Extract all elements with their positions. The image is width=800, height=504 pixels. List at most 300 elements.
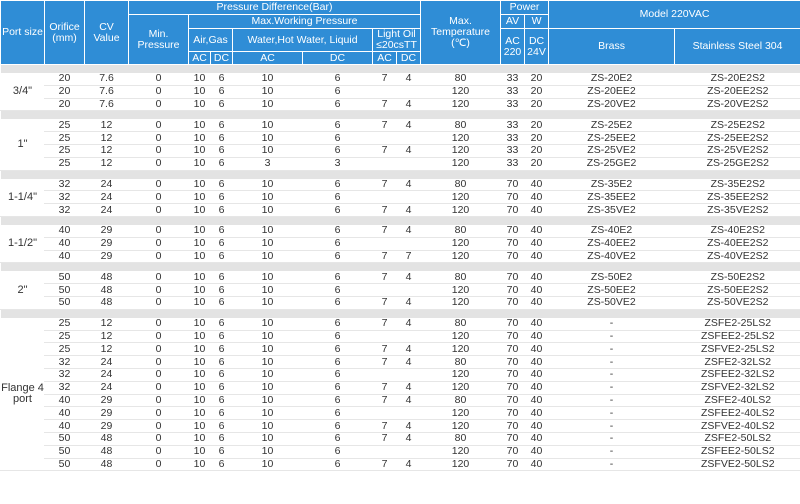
cv-value-cell: 29 — [85, 237, 129, 250]
orifice-cell: 25 — [45, 330, 85, 343]
max-temperature-cell: 120 — [421, 296, 501, 309]
orifice-cell: 40 — [45, 250, 85, 263]
water-dc-cell: 6 — [303, 73, 373, 85]
water-dc-cell: 6 — [303, 368, 373, 381]
power-av-cell: 70 — [501, 356, 525, 369]
orifice-cell: 32 — [45, 356, 85, 369]
cv-value-cell: 24 — [85, 179, 129, 191]
water-dc-cell: 6 — [303, 445, 373, 458]
power-w-cell: 40 — [525, 432, 549, 445]
water-dc-cell: 3 — [303, 157, 373, 170]
model-stainless-steel-cell: ZS-40E2S2 — [675, 225, 800, 237]
water-ac-cell: 10 — [233, 381, 303, 394]
max-temperature-cell: 80 — [421, 432, 501, 445]
model-stainless-steel-cell: ZSFE2-50LS2 — [675, 432, 800, 445]
air-gas-dc-cell: 6 — [211, 343, 233, 356]
light-oil-ac-cell: 7 — [373, 381, 397, 394]
cv-value-cell: 7.6 — [85, 73, 129, 85]
model-stainless-steel-cell: ZS-50VE2S2 — [675, 296, 800, 309]
air-gas-ac-cell: 10 — [189, 284, 211, 297]
light-oil-dc-cell — [397, 445, 421, 458]
water-ac-cell: 10 — [233, 237, 303, 250]
cv-value-cell: 48 — [85, 445, 129, 458]
max-temperature-cell: 120 — [421, 132, 501, 145]
cv-value-cell: 12 — [85, 132, 129, 145]
air-gas-dc-cell: 6 — [211, 250, 233, 263]
min-pressure-cell: 0 — [129, 330, 189, 343]
water-dc-cell: 6 — [303, 179, 373, 191]
cv-value-cell: 24 — [85, 381, 129, 394]
max-temperature-cell: 120 — [421, 237, 501, 250]
table-row — [1, 381, 800, 394]
power-av-cell: 70 — [501, 368, 525, 381]
power-w-cell: 40 — [525, 284, 549, 297]
water-dc-cell: 6 — [303, 250, 373, 263]
header-orifice: Orifice (mm) — [45, 1, 85, 65]
group-spacer — [1, 170, 800, 179]
air-gas-ac-cell: 10 — [189, 132, 211, 145]
table-row — [1, 368, 800, 381]
orifice-cell: 40 — [45, 420, 85, 433]
orifice-cell: 25 — [45, 119, 85, 131]
group-spacer — [1, 111, 800, 120]
orifice-cell: 32 — [45, 204, 85, 217]
table-row — [1, 284, 800, 297]
air-gas-dc-cell: 6 — [211, 381, 233, 394]
power-w-cell: 40 — [525, 420, 549, 433]
orifice-cell: 20 — [45, 85, 85, 98]
power-w-cell: 40 — [525, 343, 549, 356]
min-pressure-cell: 0 — [129, 73, 189, 85]
table-row — [1, 73, 800, 85]
model-brass-cell: ZS-20E2 — [549, 73, 675, 85]
light-oil-dc-cell: 4 — [397, 204, 421, 217]
light-oil-ac-cell — [373, 330, 397, 343]
group-spacer-cell — [1, 111, 800, 120]
water-dc-cell: 6 — [303, 381, 373, 394]
model-stainless-steel-cell: ZS-35EE2S2 — [675, 191, 800, 204]
header-cv-value: CV Value — [85, 1, 129, 65]
water-dc-cell: 6 — [303, 98, 373, 111]
model-stainless-steel-cell: ZS-40VE2S2 — [675, 250, 800, 263]
header-pressure-difference: Pressure Difference(Bar) — [129, 1, 421, 15]
water-ac-cell: 10 — [233, 132, 303, 145]
air-gas-ac-cell: 10 — [189, 250, 211, 263]
min-pressure-cell: 0 — [129, 119, 189, 131]
power-w-cell: 40 — [525, 458, 549, 471]
header-ac220: AC 220 — [501, 29, 525, 65]
water-ac-cell: 10 — [233, 318, 303, 330]
group-spacer — [1, 216, 800, 225]
model-brass-cell: - — [549, 432, 675, 445]
header-model: Model 220VAC — [549, 1, 800, 29]
light-oil-ac-cell — [373, 407, 397, 420]
group-spacer — [1, 263, 800, 272]
orifice-cell: 50 — [45, 458, 85, 471]
power-av-cell: 70 — [501, 381, 525, 394]
table-row — [1, 119, 800, 131]
table-row — [1, 85, 800, 98]
light-oil-dc-cell: 4 — [397, 343, 421, 356]
light-oil-dc-cell: 4 — [397, 179, 421, 191]
model-stainless-steel-cell: ZSFVE2-40LS2 — [675, 420, 800, 433]
air-gas-dc-cell: 6 — [211, 445, 233, 458]
cv-value-cell: 48 — [85, 458, 129, 471]
model-brass-cell: ZS-25VE2 — [549, 144, 675, 157]
model-brass-cell: ZS-35E2 — [549, 179, 675, 191]
water-ac-cell: 10 — [233, 225, 303, 237]
light-oil-dc-cell — [397, 85, 421, 98]
table-row — [1, 132, 800, 145]
model-brass-cell: ZS-35VE2 — [549, 204, 675, 217]
air-gas-dc-cell: 6 — [211, 132, 233, 145]
table-row — [1, 458, 800, 471]
min-pressure-cell: 0 — [129, 250, 189, 263]
port-size-cell: 2" — [1, 271, 45, 309]
orifice-cell: 25 — [45, 132, 85, 145]
light-oil-ac-cell — [373, 157, 397, 170]
group-spacer-cell — [1, 216, 800, 225]
water-dc-cell: 6 — [303, 204, 373, 217]
orifice-cell: 32 — [45, 179, 85, 191]
header-power: Power — [501, 1, 549, 15]
max-temperature-cell: 120 — [421, 284, 501, 297]
air-gas-ac-cell: 10 — [189, 119, 211, 131]
water-ac-cell: 10 — [233, 343, 303, 356]
table-row — [1, 445, 800, 458]
table-row — [1, 420, 800, 433]
port-size-cell: 1-1/2" — [1, 225, 45, 263]
water-ac-cell: 10 — [233, 356, 303, 369]
air-gas-ac-cell: 10 — [189, 144, 211, 157]
water-ac-cell: 10 — [233, 420, 303, 433]
table-row — [1, 157, 800, 170]
light-oil-dc-cell — [397, 284, 421, 297]
light-oil-dc-cell: 4 — [397, 420, 421, 433]
cv-value-cell: 48 — [85, 271, 129, 283]
air-gas-ac-cell: 10 — [189, 237, 211, 250]
max-temperature-cell: 80 — [421, 356, 501, 369]
header-dc: DC — [211, 52, 233, 65]
light-oil-dc-cell — [397, 157, 421, 170]
water-dc-cell: 6 — [303, 394, 373, 407]
model-stainless-steel-cell: ZS-50EE2S2 — [675, 284, 800, 297]
orifice-cell: 20 — [45, 73, 85, 85]
min-pressure-cell: 0 — [129, 458, 189, 471]
light-oil-dc-cell: 4 — [397, 119, 421, 131]
light-oil-dc-cell — [397, 407, 421, 420]
model-brass-cell: ZS-40VE2 — [549, 250, 675, 263]
light-oil-dc-cell: 7 — [397, 250, 421, 263]
min-pressure-cell: 0 — [129, 394, 189, 407]
light-oil-ac-cell: 7 — [373, 432, 397, 445]
power-w-cell: 40 — [525, 179, 549, 191]
min-pressure-cell: 0 — [129, 284, 189, 297]
power-av-cell: 33 — [501, 98, 525, 111]
light-oil-dc-cell: 4 — [397, 225, 421, 237]
power-av-cell: 33 — [501, 157, 525, 170]
min-pressure-cell: 0 — [129, 225, 189, 237]
light-oil-dc-cell — [397, 330, 421, 343]
min-pressure-cell: 0 — [129, 356, 189, 369]
model-brass-cell: - — [549, 458, 675, 471]
orifice-cell: 40 — [45, 407, 85, 420]
water-ac-cell: 10 — [233, 98, 303, 111]
model-brass-cell: - — [549, 407, 675, 420]
orifice-cell: 50 — [45, 432, 85, 445]
group-spacer — [1, 309, 800, 318]
air-gas-dc-cell: 6 — [211, 271, 233, 283]
air-gas-dc-cell: 6 — [211, 73, 233, 85]
cv-value-cell: 29 — [85, 407, 129, 420]
air-gas-dc-cell: 6 — [211, 98, 233, 111]
model-stainless-steel-cell: ZS-25VE2S2 — [675, 144, 800, 157]
model-stainless-steel-cell: ZS-35VE2S2 — [675, 204, 800, 217]
orifice-cell: 25 — [45, 318, 85, 330]
cv-value-cell: 48 — [85, 296, 129, 309]
header-light-oil: Light Oil ≤20csTT — [373, 29, 421, 52]
air-gas-ac-cell: 10 — [189, 343, 211, 356]
table-body — [1, 65, 800, 471]
light-oil-ac-cell: 7 — [373, 144, 397, 157]
cv-value-cell: 29 — [85, 250, 129, 263]
group-spacer-cell — [1, 65, 800, 74]
min-pressure-cell: 0 — [129, 85, 189, 98]
min-pressure-cell: 0 — [129, 343, 189, 356]
air-gas-dc-cell: 6 — [211, 157, 233, 170]
min-pressure-cell: 0 — [129, 381, 189, 394]
air-gas-dc-cell: 6 — [211, 204, 233, 217]
cv-value-cell: 24 — [85, 191, 129, 204]
light-oil-dc-cell — [397, 368, 421, 381]
model-brass-cell: - — [549, 420, 675, 433]
power-w-cell: 20 — [525, 73, 549, 85]
water-dc-cell: 6 — [303, 356, 373, 369]
model-stainless-steel-cell: ZS-20E2S2 — [675, 73, 800, 85]
min-pressure-cell: 0 — [129, 179, 189, 191]
power-w-cell: 40 — [525, 250, 549, 263]
power-av-cell: 70 — [501, 330, 525, 343]
cv-value-cell: 12 — [85, 343, 129, 356]
orifice-cell: 32 — [45, 191, 85, 204]
air-gas-ac-cell: 10 — [189, 432, 211, 445]
cv-value-cell: 48 — [85, 432, 129, 445]
power-w-cell: 20 — [525, 85, 549, 98]
air-gas-ac-cell: 10 — [189, 191, 211, 204]
cv-value-cell: 24 — [85, 204, 129, 217]
max-temperature-cell: 120 — [421, 368, 501, 381]
air-gas-dc-cell: 6 — [211, 330, 233, 343]
water-dc-cell: 6 — [303, 271, 373, 283]
orifice-cell: 32 — [45, 381, 85, 394]
air-gas-ac-cell: 10 — [189, 420, 211, 433]
model-brass-cell: ZS-35EE2 — [549, 191, 675, 204]
model-brass-cell: - — [549, 356, 675, 369]
power-av-cell: 33 — [501, 85, 525, 98]
model-brass-cell: ZS-40EE2 — [549, 237, 675, 250]
power-w-cell: 40 — [525, 204, 549, 217]
cv-value-cell: 7.6 — [85, 98, 129, 111]
model-brass-cell: ZS-50E2 — [549, 271, 675, 283]
min-pressure-cell: 0 — [129, 157, 189, 170]
port-size-cell: 1" — [1, 119, 45, 170]
model-stainless-steel-cell: ZSFE2-25LS2 — [675, 318, 800, 330]
power-w-cell: 40 — [525, 407, 549, 420]
model-brass-cell: - — [549, 381, 675, 394]
light-oil-ac-cell: 7 — [373, 394, 397, 407]
water-ac-cell: 10 — [233, 179, 303, 191]
orifice-cell: 25 — [45, 144, 85, 157]
table-row — [1, 144, 800, 157]
table-row — [1, 330, 800, 343]
air-gas-ac-cell: 10 — [189, 318, 211, 330]
min-pressure-cell: 0 — [129, 445, 189, 458]
orifice-cell: 50 — [45, 271, 85, 283]
model-stainless-steel-cell: ZSFEE2-32LS2 — [675, 368, 800, 381]
water-ac-cell: 10 — [233, 284, 303, 297]
orifice-cell: 32 — [45, 368, 85, 381]
light-oil-dc-cell: 4 — [397, 381, 421, 394]
max-temperature-cell: 80 — [421, 73, 501, 85]
max-temperature-cell: 120 — [421, 144, 501, 157]
power-w-cell: 20 — [525, 98, 549, 111]
water-ac-cell: 10 — [233, 191, 303, 204]
table-row — [1, 394, 800, 407]
power-w-cell: 40 — [525, 296, 549, 309]
water-ac-cell: 10 — [233, 330, 303, 343]
water-dc-cell: 6 — [303, 318, 373, 330]
cv-value-cell: 12 — [85, 157, 129, 170]
air-gas-ac-cell: 10 — [189, 85, 211, 98]
light-oil-dc-cell — [397, 237, 421, 250]
power-av-cell: 70 — [501, 445, 525, 458]
power-av-cell: 70 — [501, 191, 525, 204]
model-brass-cell: ZS-25EE2 — [549, 132, 675, 145]
light-oil-ac-cell: 7 — [373, 98, 397, 111]
power-w-cell: 40 — [525, 237, 549, 250]
max-temperature-cell: 120 — [421, 407, 501, 420]
table-row — [1, 343, 800, 356]
air-gas-ac-cell: 10 — [189, 179, 211, 191]
table-header — [1, 1, 800, 65]
light-oil-ac-cell — [373, 191, 397, 204]
table-row — [1, 356, 800, 369]
model-brass-cell: - — [549, 330, 675, 343]
min-pressure-cell: 0 — [129, 204, 189, 217]
max-temperature-cell: 120 — [421, 98, 501, 111]
model-brass-cell: ZS-20EE2 — [549, 85, 675, 98]
light-oil-ac-cell: 7 — [373, 119, 397, 131]
model-brass-cell: ZS-50VE2 — [549, 296, 675, 309]
air-gas-ac-cell: 10 — [189, 394, 211, 407]
water-dc-cell: 6 — [303, 237, 373, 250]
light-oil-ac-cell: 7 — [373, 420, 397, 433]
air-gas-dc-cell: 6 — [211, 191, 233, 204]
air-gas-dc-cell: 6 — [211, 296, 233, 309]
cv-value-cell: 12 — [85, 144, 129, 157]
cv-value-cell: 24 — [85, 356, 129, 369]
air-gas-ac-cell: 10 — [189, 445, 211, 458]
water-ac-cell: 10 — [233, 271, 303, 283]
air-gas-ac-cell: 10 — [189, 271, 211, 283]
model-stainless-steel-cell: ZSFE2-32LS2 — [675, 356, 800, 369]
cv-value-cell: 12 — [85, 119, 129, 131]
model-brass-cell: - — [549, 368, 675, 381]
model-stainless-steel-cell: ZSFVE2-25LS2 — [675, 343, 800, 356]
header-max-working-pressure: Max.Working Pressure — [189, 15, 421, 29]
light-oil-ac-cell — [373, 132, 397, 145]
light-oil-ac-cell: 7 — [373, 204, 397, 217]
model-brass-cell: - — [549, 318, 675, 330]
cv-value-cell: 7.6 — [85, 85, 129, 98]
air-gas-ac-cell: 10 — [189, 407, 211, 420]
max-temperature-cell: 80 — [421, 225, 501, 237]
air-gas-dc-cell: 6 — [211, 394, 233, 407]
min-pressure-cell: 0 — [129, 132, 189, 145]
power-w-cell: 20 — [525, 119, 549, 131]
cv-value-cell: 29 — [85, 394, 129, 407]
power-w-cell: 40 — [525, 381, 549, 394]
light-oil-dc-cell: 4 — [397, 144, 421, 157]
light-oil-dc-cell: 4 — [397, 271, 421, 283]
power-w-cell: 20 — [525, 132, 549, 145]
table-row — [1, 225, 800, 237]
header-air-gas: Air,Gas — [189, 29, 233, 52]
water-dc-cell: 6 — [303, 191, 373, 204]
power-w-cell: 40 — [525, 271, 549, 283]
model-stainless-steel-cell: ZS-20EE2S2 — [675, 85, 800, 98]
orifice-cell: 50 — [45, 284, 85, 297]
power-av-cell: 70 — [501, 225, 525, 237]
table-row — [1, 204, 800, 217]
light-oil-dc-cell — [397, 191, 421, 204]
water-dc-cell: 6 — [303, 420, 373, 433]
header-max-temperature: Max. Temperature (℃) — [421, 1, 501, 65]
cv-value-cell: 29 — [85, 225, 129, 237]
model-brass-cell: - — [549, 445, 675, 458]
min-pressure-cell: 0 — [129, 296, 189, 309]
light-oil-ac-cell: 7 — [373, 225, 397, 237]
model-stainless-steel-cell: ZSFEE2-50LS2 — [675, 445, 800, 458]
water-ac-cell: 10 — [233, 407, 303, 420]
orifice-cell: 50 — [45, 296, 85, 309]
header-av: AV — [501, 15, 525, 29]
model-stainless-steel-cell: ZS-25E2S2 — [675, 119, 800, 131]
header-ac: AC — [233, 52, 303, 65]
max-temperature-cell: 120 — [421, 191, 501, 204]
max-temperature-cell: 120 — [421, 458, 501, 471]
air-gas-dc-cell: 6 — [211, 284, 233, 297]
header-min-pressure: Min. Pressure — [129, 15, 189, 65]
water-ac-cell: 10 — [233, 85, 303, 98]
min-pressure-cell: 0 — [129, 191, 189, 204]
max-temperature-cell: 120 — [421, 381, 501, 394]
max-temperature-cell: 120 — [421, 157, 501, 170]
water-ac-cell: 10 — [233, 394, 303, 407]
port-size-cell: 1-1/4" — [1, 179, 45, 217]
orifice-cell: 50 — [45, 445, 85, 458]
header-ac: AC — [189, 52, 211, 65]
water-ac-cell: 10 — [233, 250, 303, 263]
max-temperature-cell: 120 — [421, 250, 501, 263]
table-row — [1, 432, 800, 445]
cv-value-cell: 24 — [85, 368, 129, 381]
header-dc: DC — [397, 52, 421, 65]
water-ac-cell: 3 — [233, 157, 303, 170]
power-w-cell: 40 — [525, 318, 549, 330]
max-temperature-cell: 80 — [421, 318, 501, 330]
water-dc-cell: 6 — [303, 296, 373, 309]
